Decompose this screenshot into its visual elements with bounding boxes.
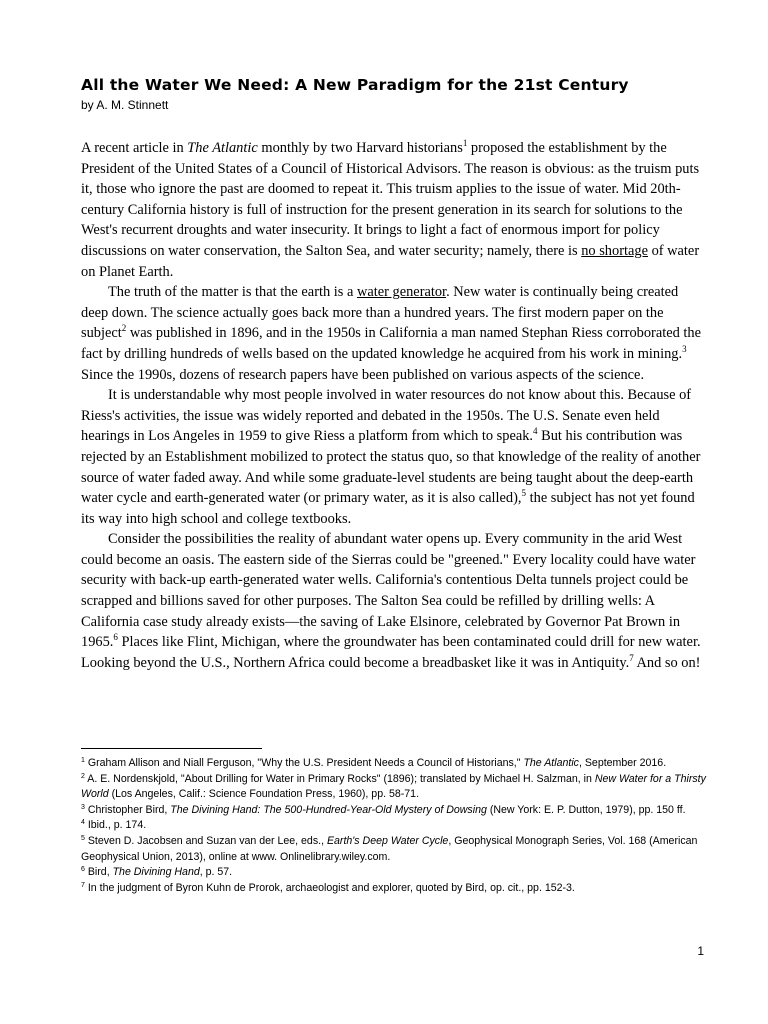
footnote-text: Christopher Bird, [84,803,171,816]
paragraph-text: Since the 1990s, dozens of research papers have been published on various aspects of the science. [81,366,645,383]
footnote-text: In the judgment of Byron Kuhn de Prorok, archaeologist and explorer, quoted by Bird, op. cit., pp. 152-3. [84,881,575,894]
paragraph-text: was published in 1896, and in the 1950s in California a man named Stephan Riess corroborated the fact by drilling hundreds of wells based on the updated knowledge he acquired from his work in mining. [81,325,701,362]
paragraph-text: A recent article in [81,140,188,156]
author-byline: by A. M. Stinnett [81,98,169,112]
footnote-text: , September 2016. [578,757,667,769]
paragraph-text: proposed the establishment by the President of the United States of a Council of Historical Advisors. The reason is obvious: as the truism puts it, those who ignore the past are doomed to repeat it. This truism applies to the issue of water. Mid 20th-century California history is full of instruction for the present generation in its search for solutions to the West's recurrent droughts and water insecurity. It brings to light a fact of enormous import for policy discussions on water conservation, the Salton Sea, and water security; namely, there is [81,140,700,259]
footnote-2 [81,772,706,803]
paragraph-3 [81,385,705,529]
footnote-number: 2 [81,772,85,780]
paragraph-text: And so on! [633,654,701,671]
footnote-number: 1 [81,757,85,764]
footnote-italic: Earth's Deep Water Cycle [326,834,449,847]
publication-title: The Atlantic [187,140,258,156]
paragraph-4 [81,529,705,673]
footnote-number: 3 [81,803,85,811]
footnote-text: (New York: E. P. Dutton, 1979), pp. 150 ff. [486,803,686,816]
footnote-number: 7 [81,881,85,889]
paragraph-text: Places like Flint, Michigan, where the groundwater has been contaminated could drill for new water. Looking beyond the U.S., Northern Africa could become a breadbasket like it was in Antiquity. [81,634,701,671]
footnote-number: 4 [81,819,85,827]
footnote-3 [81,803,706,819]
footnote-5 [81,834,706,865]
paragraph-text: . New water is continually being created deep down. The science actually goes back more than a hundred years. The first modern paper on the subject [81,284,679,342]
footnote-ref: 2 [121,323,127,334]
underlined-phrase: water generator [356,284,447,301]
paragraph-text: of water on Planet Earth. [81,242,700,280]
paragraph-2 [81,282,705,385]
paragraph-text: The truth of the matter is that the earth is a [108,284,357,301]
paragraph-text: the subject has not yet found its way into high school and college textbooks. [81,490,695,527]
footnote-ref: 1 [462,138,468,148]
footnote-text: , Geophysical Monograph Series, Vol. 168 (American Geophysical Union, 2013), online at www. Onlinelibrary.wiley.com. [81,834,698,863]
footnote-italic: The Atlantic [523,757,579,769]
article-body [81,138,705,673]
footnote-number: 6 [81,866,85,874]
footnote-ref: 3 [682,343,687,354]
footnote-ref: 4 [533,426,538,437]
footnote-1 [81,756,706,772]
paragraph-1 [81,138,705,282]
footnote-6 [81,865,706,881]
footnote-text: (Los Angeles, Calif.: Science Foundation Press, 1960), pp. 58-71. [108,788,420,801]
footnotes [81,756,706,896]
footnote-ref: 7 [629,652,634,663]
document-title: All the Water We Need: A New Paradigm for the 21st Century [81,76,629,94]
paragraph-text: Consider the possibilities the reality of abundant water opens up. Every community in the arid West could become an oasis. The eastern side of the Sierras could be "greened." Every locality could have water security with back-up earth-generated water wells. California's contentious Delta tunnels project could be scrapped and billions saved for other purposes. The Salton Sea could be refilled by drilling wells: A California case study already exists—the saving of Lake Elsinore, celebrated by Governor Pat Brown in 1965. [81,531,696,651]
footnote-7 [81,881,706,897]
footnote-ref: 5 [521,488,527,499]
page-number: 1 [697,944,704,958]
paragraph-text: monthly by two Harvard historians [257,140,463,156]
footnote-number: 5 [81,834,85,842]
footnote-text: A. E. Nordenskjold, "About Drilling for Water in Primary Rocks" (1896); translated by Michael H. Salzman, in [84,772,595,785]
footnote-4 [81,818,706,834]
footnote-text: Graham Allison and Niall Ferguson, "Why the U.S. President Needs a Council of Historians," [84,757,524,769]
footnote-text: Bird, [84,866,113,879]
footnote-text: Ibid., p. 174. [84,819,147,832]
footnote-text: Steven D. Jacobsen and Suzan van der Lee, eds., [84,834,327,847]
footnote-text: , p. 57. [199,866,233,879]
footnote-separator [81,748,262,749]
underlined-phrase: no shortage [581,242,648,259]
paragraph-text: It is understandable why most people involved in water resources do not know about this. Because of Riess's activities, the issue was widely reported and debated in the 1950s. The U.S. Senate even held hearings in Los Angeles in 1959 to give Riess a platform from which to speak. [81,387,692,445]
paragraph-text: But his contribution was rejected by an Establishment mobilized to protect the status quo, so that knowledge of the reality of another source of water faded away. And while some graduate-level students are being taught about the deep-earth water cycle and earth-generated water (or primary water, as it is also called), [81,428,701,507]
footnote-ref: 6 [113,632,118,643]
footnote-italic: The Divining Hand: The 500-Hundred-Year-Old Mystery of Dowsing [170,803,487,816]
footnote-italic: The Divining Hand [112,866,200,879]
footnote-italic: New Water for a Thirsty World [81,772,706,801]
